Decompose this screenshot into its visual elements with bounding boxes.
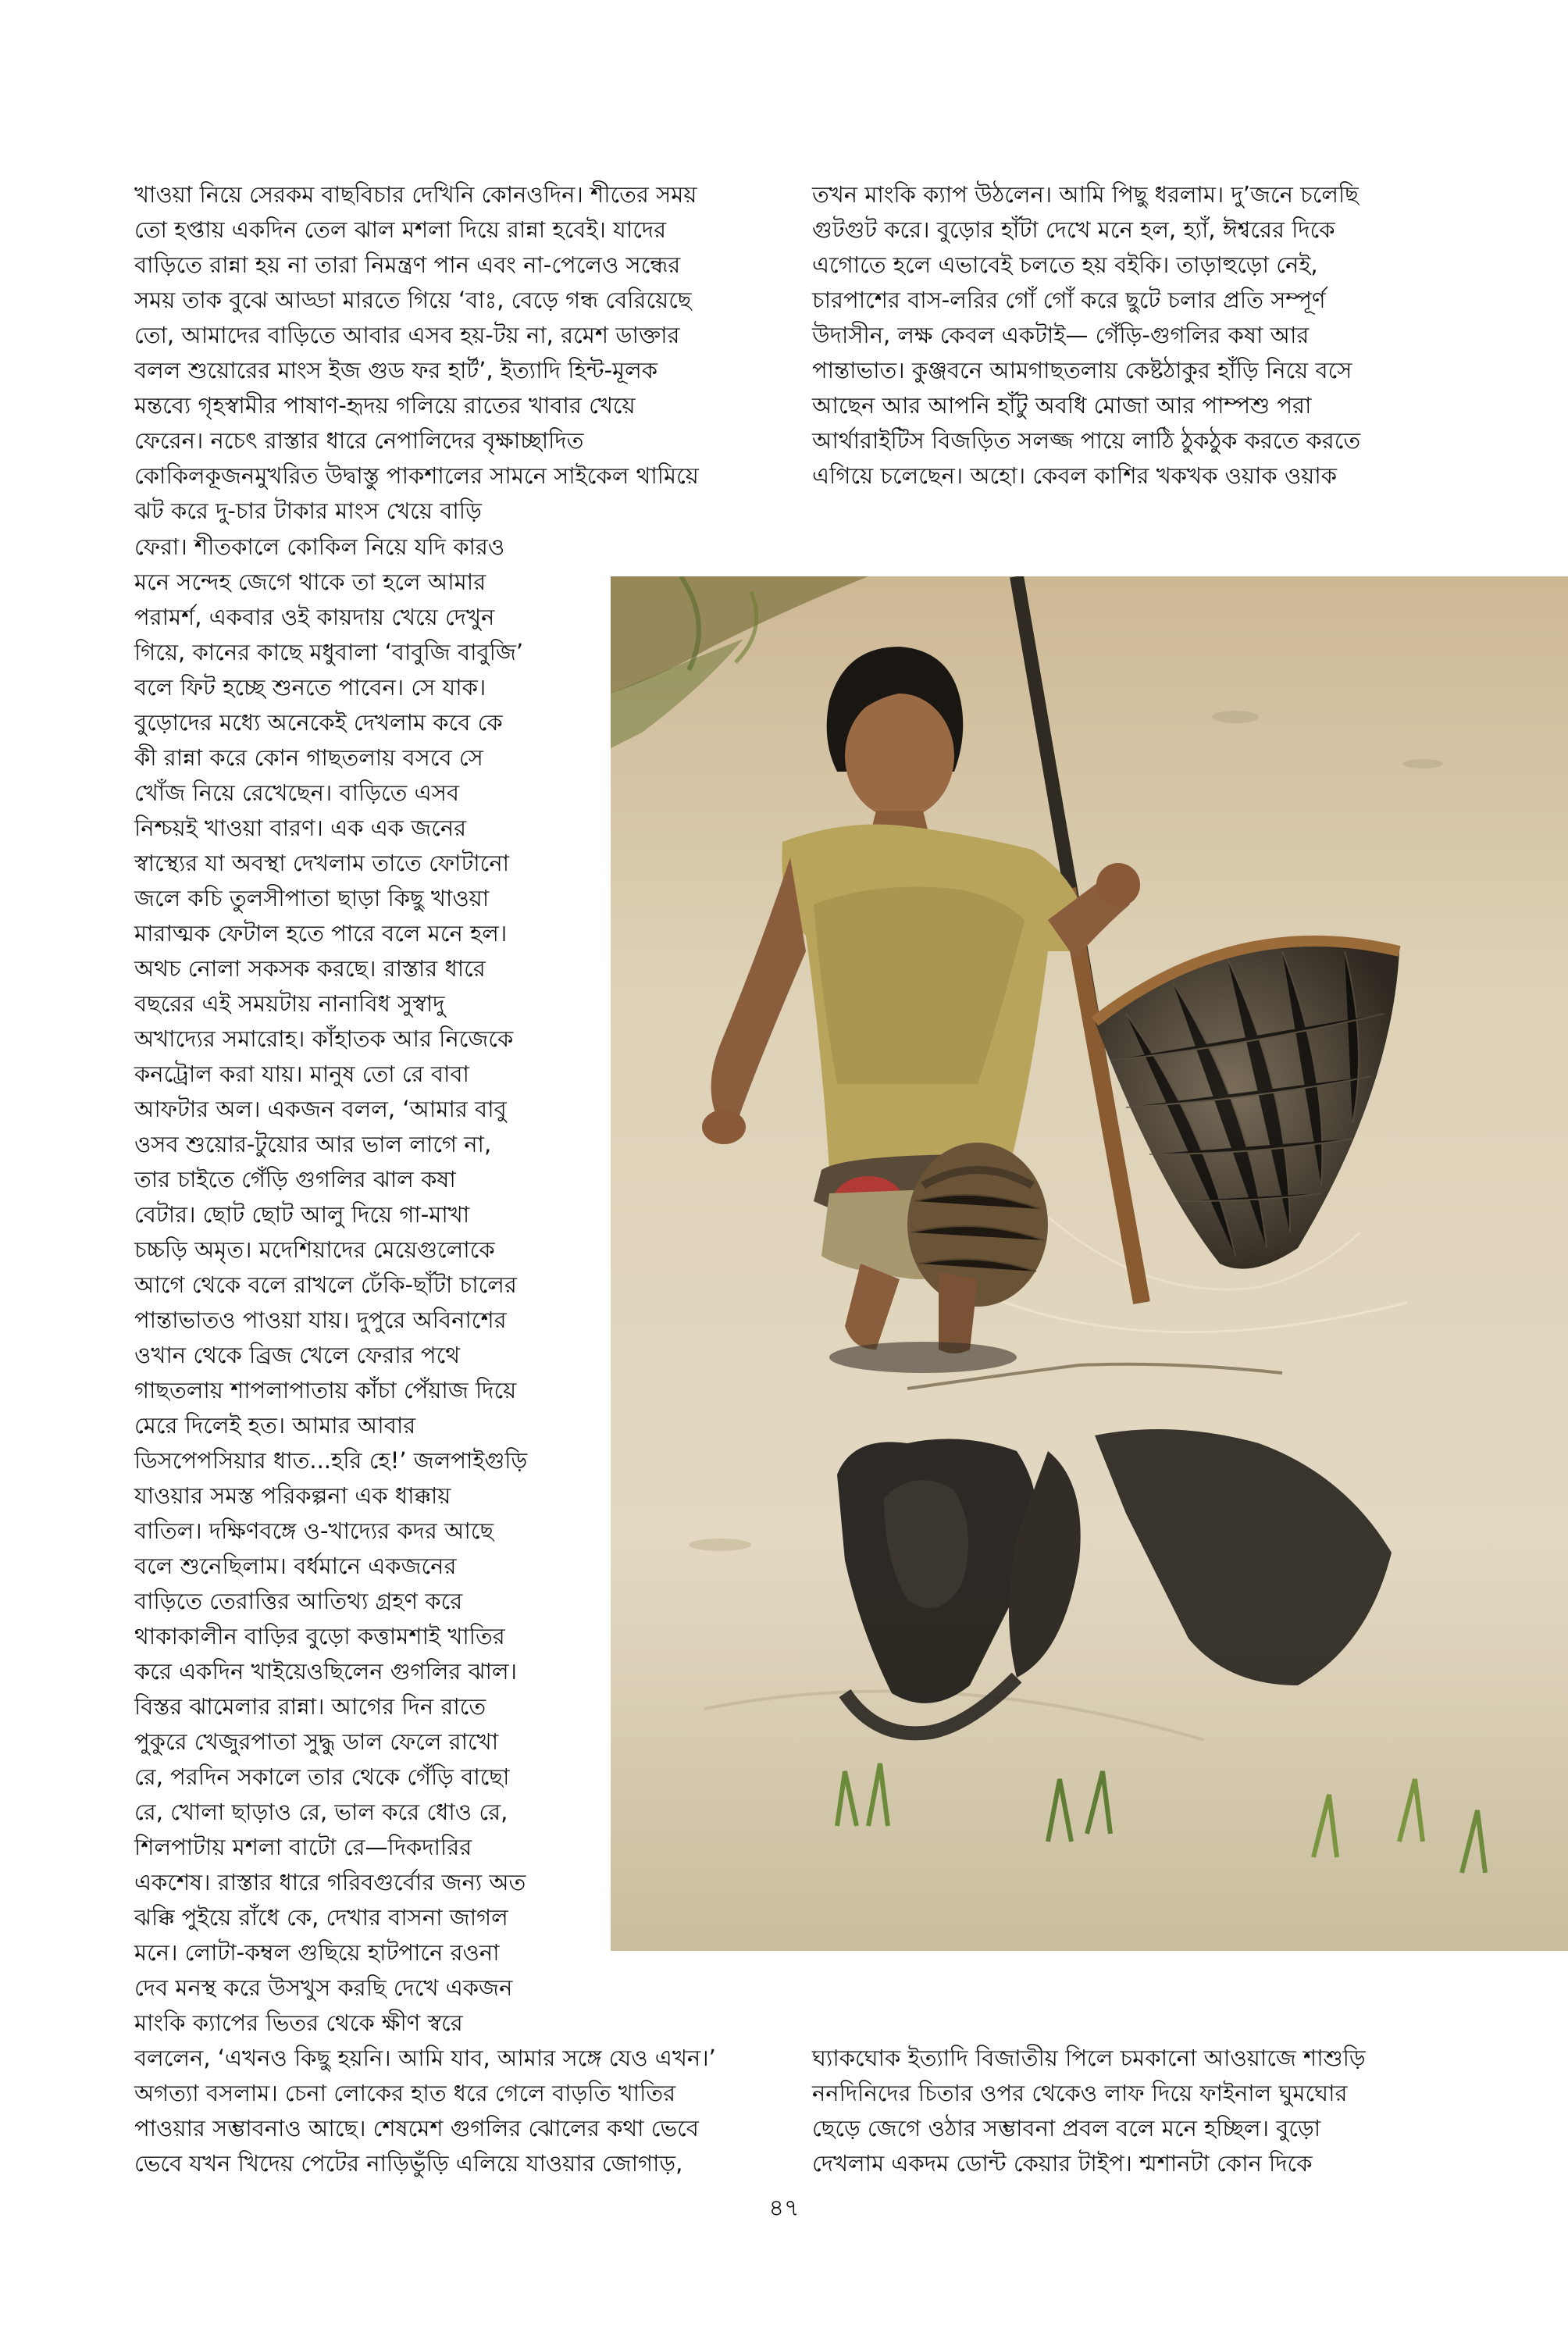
text-line: বাড়িতে তেরাত্তির আতিথ্য গ্রহণ করে	[134, 1588, 463, 1614]
text-line: যাওয়ার সমস্ত পরিকল্পনা এক ধাক্কায়	[134, 1482, 451, 1509]
text-line: শিলপাটায় মশলা বাটো রে—দিকদারির	[134, 1834, 472, 1860]
text-line: অগত্যা বসলাম। চেনা লোকের হাত ধরে গেলে বাড়তি খাতির	[134, 2080, 676, 2106]
photo-girl-fishing-net	[611, 576, 1568, 1951]
text-line: তো, আমাদের বাড়িতে আবার এসব হয়-টয় না, রমেশ ডাক্তার	[134, 322, 680, 348]
text-line: রে, পরদিন সকালে তার থেকে গেঁড়ি বাছো	[134, 1763, 510, 1790]
text-line: মনে। লোটা-কম্বল গুছিয়ে হাটপানে রওনা	[134, 1939, 500, 1966]
text-line: ফেরেন। নচেৎ রাস্তার ধারে নেপালিদের বৃক্ষাচ্ছাদিত	[134, 427, 584, 454]
text-line: তার চাইতে গেঁড়ি গুগলির ঝাল কষা	[134, 1166, 456, 1193]
text-line: সময় তাক বুঝে আড্ডা মারতে গিয়ে ‘বাঃ, বেড়ে গন্ধ বেরিয়েছে	[134, 287, 692, 313]
text-line: কোকিলকূজনমুখরিত উদ্বাস্তু পাকশালের সামনে সাইকেল থামিয়ে	[134, 462, 699, 489]
text-line: পুকুরে খেজুরপাতা সুদ্ধু ডাল ফেলে রাখো	[134, 1728, 499, 1755]
text-line: নিশ্চয়ই খাওয়া বারণ। এক এক জনের	[134, 815, 467, 841]
text-line: বলল শুয়োরের মাংস ইজ গুড ফর হার্ট’, ইত্যাদি হিন্ট-মূলক	[134, 357, 658, 383]
text-line: গাছতলায় শাপলাপাতায় কাঁচা পেঁয়াজ দিয়ে	[134, 1377, 517, 1403]
text-line: এগিয়ে চলেছেন। অহো। কেবল কাশির খকখক ওয়াক ওয়াক	[812, 462, 1338, 489]
text-line: রে, খোলা ছাড়াও রে, ভাল করে ধোও রে,	[134, 1799, 508, 1825]
text-line: ডিসপেপসিয়ার ধাত...হরি হে!’ জলপাইগুড়ি	[134, 1447, 528, 1474]
text-line: গিয়ে, কানের কাছে মধুবালা ‘বাবুজি বাবুজি’	[134, 639, 524, 665]
text-line: স্বাস্থ্যের যা অবস্থা দেখলাম তাতে ফোটানো	[134, 850, 510, 876]
text-line: মনে সন্দেহ জেগে থাকে তা হলে আমার	[134, 569, 486, 595]
text-line: চচ্চড়ি অমৃত। মদেশিয়াদের মেয়েগুলোকে	[134, 1236, 495, 1263]
text-line: বুড়োদের মধ্যে অনেকেই দেখলাম কবে কে	[134, 709, 503, 736]
text-line: একশেষ। রাস্তার ধারে গরিবগুর্বোর জন্য অত	[134, 1869, 526, 1895]
text-line: এগোতে হলে এভাবেই চলতে হয় বইকি। তাড়াহুড়ো নেই,	[812, 251, 1318, 278]
text-line: বললেন, ‘এখনও কিছু হয়নি। আমি যাব, আমার সঙ্গে যেও এখন।’	[134, 2045, 716, 2071]
page-number: ৪৭	[768, 2195, 800, 2222]
text-line: উদাসীন, লক্ষ কেবল একটাই— গেঁড়ি-গুগলির কষা আর	[812, 322, 1310, 348]
text-line: আর্থারাইটিস বিজড়িত সলজ্জ পায়ে লাঠি ঠুকঠুক করতে করতে	[812, 427, 1361, 454]
text-line: পরামর্শ, একবার ওই কায়দায় খেয়ে দেখুন	[134, 604, 495, 630]
text-line: কনট্রোল করা যায়। মানুষ তো রে বাবা	[134, 1061, 469, 1087]
text-line: মারাত্মক ফেটাল হতে পারে বলে মনে হল।	[134, 920, 508, 947]
text-line: বেটার। ছোট ছোট আলু দিয়ে গা-মাখা	[134, 1201, 470, 1228]
text-line: ফেরা। শীতকালে কোকিল নিয়ে যদি কারও	[134, 533, 505, 560]
text-line: পাওয়ার সম্ভাবনাও আছে। শেষমেশ গুগলির ঝোলের কথা ভেবে	[134, 2115, 699, 2141]
text-line: থাকাকালীন বাড়ির বুড়ো কত্তামশাই খাতির	[134, 1623, 505, 1649]
text-line: অখাদ্যের সমারোহ। কাঁহাতক আর নিজেকে	[134, 1025, 514, 1052]
text-line: ওসব শুয়োর-টুয়োর আর ভাল লাগে না,	[134, 1131, 492, 1157]
text-line: ঝক্কি পুইয়ে রাঁধে কে, দেখার বাসনা জাগল	[134, 1904, 508, 1931]
text-line: অথচ নোলা সকসক করছে। রাস্তার ধারে	[134, 955, 486, 982]
text-line: আফটার অল। একজন বলল, ‘আমার বাবু	[134, 1096, 507, 1122]
text-line: বাতিল। দক্ষিণবঙ্গে ও-খাদ্যের কদর আছে	[134, 1517, 494, 1544]
text-line: করে একদিন খাইয়েওছিলেন গুগলির ঝাল।	[134, 1658, 517, 1685]
text-line: কী রান্না করে কোন গাছতলায় বসবে সে	[134, 744, 483, 771]
text-line: দেব মনস্থ করে উসখুস করছি দেখে একজন	[134, 1974, 513, 2001]
text-line: ভেবে যখন খিদেয় পেটের নাড়িভুঁড়ি এলিয়ে যাওয়ার জোগাড়,	[134, 2150, 683, 2177]
text-line: জলে কচি তুলসীপাতা ছাড়া কিছু খাওয়া	[134, 885, 490, 911]
text-line: বিস্তর ঝামেলার রান্না। আগের দিন রাতে	[134, 1693, 486, 1720]
text-line: বলে ফিট হচ্ছে শুনতে পাবেন। সে যাক।	[134, 674, 486, 701]
text-line: মেরে দিলেই হত। আমার আবার	[134, 1412, 416, 1439]
text-line: গুটগুট করে। বুড়োর হাঁটা দেখে মনে হল, হ্যাঁ, ঈশ্বরের দিকে	[812, 216, 1335, 243]
text-line: ননদিনিদের চিতার ওপর থেকেও লাফ দিয়ে ফাইনাল ঘুমঘোর	[812, 2080, 1348, 2106]
text-line: পান্তাভাতও পাওয়া যায়। দুপুরে অবিনাশের	[134, 1307, 507, 1333]
text-line: দেখলাম একদম ডোন্ট কেয়ার টাইপ। শ্মশানটা কোন দিকে	[812, 2150, 1313, 2177]
text-line: চারপাশের বাস-লরির গোঁ গোঁ করে ছুটে চলার প্রতি সম্পূর্ণ	[812, 287, 1326, 313]
text-line: খোঁজ নিয়ে রেখেছেন। বাড়িতে এসব	[134, 779, 460, 806]
text-line: বছরের এই সময়টায় নানাবিধ সুস্বাদু	[134, 990, 445, 1017]
text-line: মন্তব্যে গৃহস্বামীর পাষাণ-হৃদয় গলিয়ে রাতের খাবার খেয়ে	[134, 392, 636, 419]
text-line: পান্তাভাত। কুঞ্জবনে আমগাছতলায় কেষ্টঠাকুর হাঁড়ি নিয়ে বসে	[812, 357, 1352, 383]
text-line: তখন মাংকি ক্যাপ উঠলেন। আমি পিছু ধরলাম। দু’জনে চলেছি	[812, 181, 1359, 208]
text-line: আগে থেকে বলে রাখলে ঢেঁকি-ছাঁটা চালের	[134, 1271, 517, 1298]
text-line: ঝট করে দু-চার টাকার মাংস খেয়ে বাড়ি	[134, 497, 482, 524]
text-line: আছেন আর আপনি হাঁটু অবধি মোজা আর পাম্পশু পরা	[812, 392, 1312, 419]
text-line: বলে শুনেছিলাম। বর্ধমানে একজনের	[134, 1553, 457, 1579]
text-line: মাংকি ক্যাপের ভিতর থেকে ক্ষীণ স্বরে	[134, 2009, 463, 2036]
text-line: ছেড়ে জেগে ওঠার সম্ভাবনা প্রবল বলে মনে হচ্ছিল। বুড়ো	[812, 2115, 1321, 2141]
text-line: খাওয়া নিয়ে সেরকম বাছবিচার দেখিনি কোনওদিন। শীতের সময়	[134, 181, 697, 208]
text-line: তো হপ্তায় একদিন তেল ঝাল মশলা দিয়ে রান্না হবেই। যাদের	[134, 216, 667, 243]
text-line: বাড়িতে রান্না হয় না তারা নিমন্ত্রণ পান এবং না-পেলেও সন্ধের	[134, 251, 681, 278]
text-line: ওখান থেকে ব্রিজ খেলে ফেরার পথে	[134, 1342, 461, 1368]
text-line: ঘ্যাকঘোক ইত্যাদি বিজাতীয় পিলে চমকানো আওয়াজে শাশুড়ি	[812, 2045, 1366, 2071]
